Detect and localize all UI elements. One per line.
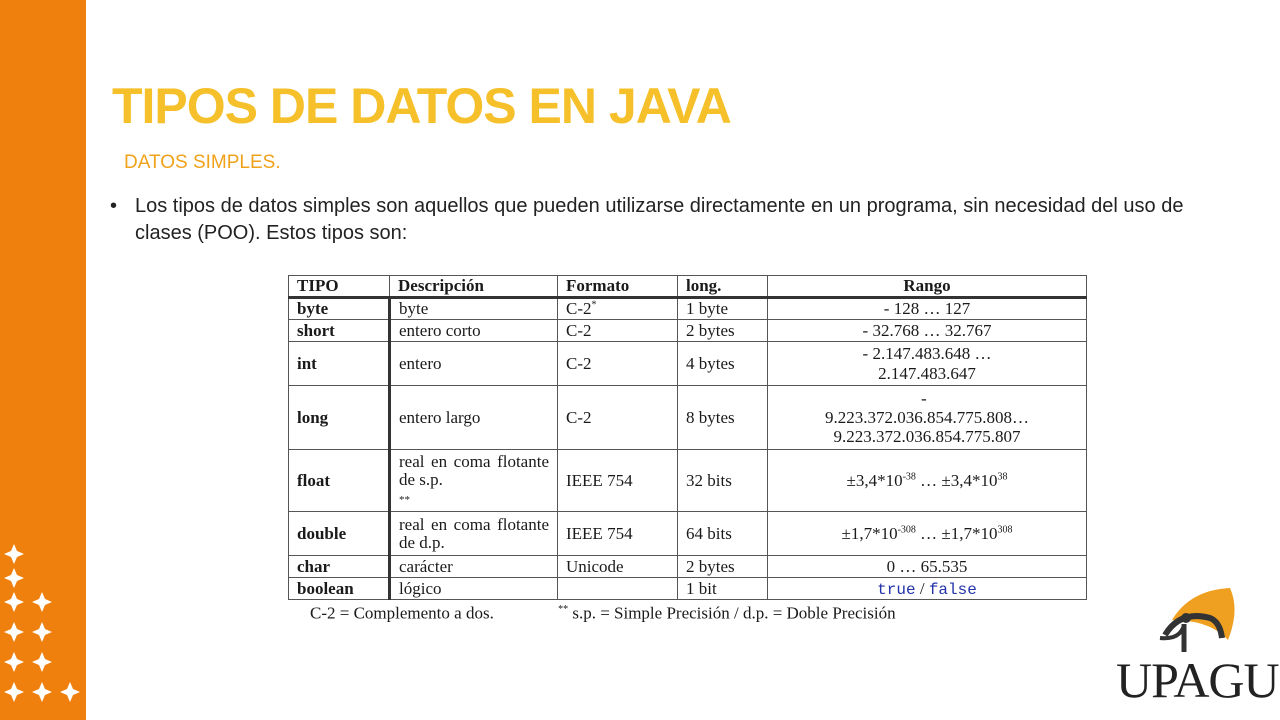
cell-long: 8 bytes [678, 386, 768, 450]
table-footnote [288, 600, 1088, 624]
rango-max-exp: 38 [997, 470, 1008, 482]
slide-title: TIPOS DE DATOS EN JAVA [112, 78, 731, 134]
bullet-dot: • [110, 195, 118, 217]
rango-max-exp: 308 [997, 523, 1013, 535]
rango-true: true [877, 580, 916, 599]
table-row [289, 556, 1087, 578]
cell-rango: - 32.768 … 32.767 [768, 320, 1087, 342]
table-row [289, 386, 1087, 450]
header-tipo: TIPO [289, 276, 390, 298]
rango-min-exp: -308 [897, 523, 916, 535]
rango-max: ±3,4*10 [941, 470, 998, 490]
cell-long: 64 bits [678, 512, 768, 556]
footnote-complemento: C-2 = Complemento a dos. [310, 603, 494, 623]
cell-desc: real en coma flotante de d.p. [390, 512, 558, 556]
cell-tipo: int [289, 342, 390, 386]
cell-long: 2 bytes [678, 320, 768, 342]
rango-sep: … [915, 470, 942, 490]
cell-tipo: short [289, 320, 390, 342]
desc-mark: ** [399, 493, 410, 506]
cell-rango: - 128 … 127 [768, 298, 1087, 320]
rango-line: 9.223.372.036.854.775.807 [833, 427, 1021, 446]
cell-rango [768, 512, 1087, 556]
table-row [289, 298, 1087, 320]
data-types-table-figure [288, 275, 1088, 623]
rango-line: - [921, 389, 927, 408]
cell-rango [768, 342, 1087, 386]
cell-rango [768, 450, 1087, 512]
upagu-logo-text: UPAGU [1116, 652, 1279, 708]
rango-line: 9.223.372.036.854.775.808… [825, 408, 1029, 427]
cell-formato: C-2 [558, 342, 678, 386]
cell-formato [558, 298, 678, 320]
cell-formato: C-2 [558, 320, 678, 342]
rango-min: ±3,4*10 [846, 470, 903, 490]
decorative-sparkles-icon [0, 540, 86, 720]
cell-long: 4 bytes [678, 342, 768, 386]
cell-desc: entero [390, 342, 558, 386]
header-descripcion: Descripción [390, 276, 558, 298]
cell-long: 2 bytes [678, 556, 768, 578]
cell-formato: IEEE 754 [558, 450, 678, 512]
cell-desc: carácter [390, 556, 558, 578]
cell-rango: 0 … 65.535 [768, 556, 1087, 578]
rango-max: ±1,7*10 [941, 523, 998, 543]
cell-desc [390, 450, 558, 512]
rango-false: false [928, 580, 977, 599]
cell-rango [768, 578, 1087, 600]
header-rango: Rango [768, 276, 1087, 298]
cell-formato: Unicode [558, 556, 678, 578]
cell-tipo: double [289, 512, 390, 556]
desc-text: real en coma flotante de s.p. [399, 451, 549, 489]
footnote-precision: s.p. = Simple Precisión / d.p. = Doble Precisión [572, 603, 896, 623]
rango-sep: / [915, 578, 929, 598]
cell-long: 1 byte [678, 298, 768, 320]
cell-tipo: char [289, 556, 390, 578]
cell-desc: entero largo [390, 386, 558, 450]
rango-sep: … [915, 523, 942, 543]
table-row [289, 578, 1087, 600]
cell-tipo: byte [289, 298, 390, 320]
slide-subtitle: DATOS SIMPLES. [124, 152, 281, 173]
rango-line: 2.147.483.647 [878, 363, 976, 383]
table-row [289, 320, 1087, 342]
cell-formato [558, 578, 678, 600]
table-row [289, 512, 1087, 556]
table-row [289, 450, 1087, 512]
cell-rango [768, 386, 1087, 450]
rango-min: ±1,7*10 [841, 523, 898, 543]
header-formato: Formato [558, 276, 678, 298]
cell-tipo: float [289, 450, 390, 512]
rango-min-exp: -38 [902, 470, 916, 482]
cell-formato: IEEE 754 [558, 512, 678, 556]
footnote-mark: ** [558, 604, 569, 615]
formato-mark: * [591, 299, 597, 311]
data-types-table [288, 275, 1087, 600]
cell-desc: entero corto [390, 320, 558, 342]
table-row [289, 342, 1087, 386]
header-long: long. [678, 276, 768, 298]
formato-text: C-2 [566, 299, 592, 318]
cell-long: 1 bit [678, 578, 768, 600]
cell-desc: byte [390, 298, 558, 320]
bullet-text: Los tipos de datos simples son aquellos que pueden utilizarse directamente en un programa, sin necesidad del uso de clases (POO). Estos tipos son: [135, 195, 1184, 244]
cell-long: 32 bits [678, 450, 768, 512]
table-header-row [289, 276, 1087, 298]
rango-line: - 2.147.483.648 … [862, 343, 992, 363]
cell-tipo: boolean [289, 578, 390, 600]
cell-tipo: long [289, 386, 390, 450]
cell-desc: lógico [390, 578, 558, 600]
cell-formato: C-2 [558, 386, 678, 450]
bullet-paragraph [110, 193, 1210, 247]
